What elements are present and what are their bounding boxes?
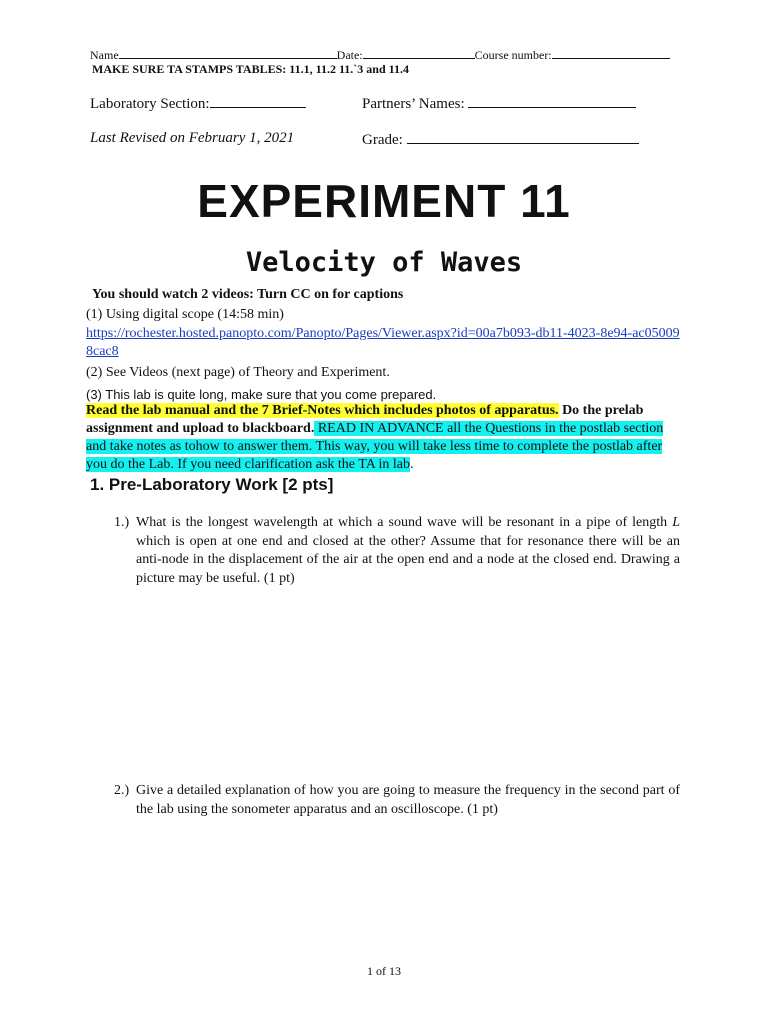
partners-blank: [468, 93, 636, 108]
question-text-part: which is open at one end and closed at the other? Assume that for resonance there will be an anti-node in the displacement of the air at the open end and a node at the closed end. Drawing a picture may be useful. (1 pt): [136, 533, 680, 586]
instructions-paragraph: [86, 402, 686, 474]
lab-section-blank: [210, 93, 306, 108]
experiment-subtitle: Velocity of Waves: [245, 247, 523, 278]
header-fields-row: [90, 46, 682, 62]
question-number: 1.): [114, 515, 130, 530]
instructions-read-advance: READ IN ADVANCE all the Questions in the postlab section and take notes as to: [86, 421, 664, 454]
name-blank: [119, 46, 337, 59]
revised-date: Last Revised on February 1, 2021: [90, 130, 295, 146]
grade-field: [362, 129, 639, 149]
question-variable: L: [672, 515, 680, 530]
instructions-prelab: Do the prelab assignment and upload to blackboard.: [86, 403, 644, 436]
video-item-1: (1) Using digital scope (14:58 min): [86, 307, 284, 322]
name-label: Name: [90, 48, 119, 62]
instructions-highlight-yellow: Read the lab manual and the 7 Brief-Notes which includes photos of apparatus.: [86, 403, 559, 418]
video-item-2: (2) See Videos (next page) of Theory and Experiment.: [86, 365, 390, 380]
date-blank: [363, 46, 475, 59]
question-2: [114, 782, 680, 819]
date-label: Date:: [336, 48, 363, 62]
question-1: [114, 514, 680, 588]
lab-section-label: Laboratory Section:: [90, 96, 210, 112]
question-text-part: What is the longest wavelength at which a sound wave will be resonant in a pipe of length: [136, 515, 673, 530]
experiment-title: EXPERIMENT 11: [197, 175, 571, 227]
page-number: 1 of 13: [367, 964, 401, 978]
course-number-label: Course number:: [474, 48, 552, 62]
videos-heading: You should watch 2 videos: Turn CC on for captions: [92, 287, 404, 302]
instructions-how-to-answer: how to answer them. This way, you will take less time to complete the postlab after you do the Lab. If you need clarification ask the TA in lab: [86, 439, 663, 472]
partners-field: [362, 93, 636, 113]
grade-blank: [407, 129, 639, 144]
section-heading: 1. Pre-Laboratory Work [2 pts]: [90, 475, 334, 494]
lab-section-field: [90, 93, 306, 113]
video-item-3: (3) This lab is quite long, make sure that you come prepared.: [86, 387, 437, 402]
question-text: [136, 514, 680, 588]
instructions-period: .: [410, 457, 414, 472]
partners-label: Partners’ Names:: [362, 96, 465, 112]
grade-label: Grade:: [362, 132, 403, 148]
video-link[interactable]: https://rochester.hosted.panopto.com/Panopto/Pages/Viewer.aspx?id=00a7b093-db11-4023-8e94-ac050098cac8: [86, 326, 680, 359]
question-text: Give a detailed explanation of how you are going to measure the frequency in the second part of the lab using the sonometer apparatus and an oscilloscope. (1 pt): [136, 783, 680, 817]
course-number-blank: [552, 46, 670, 59]
question-number: 2.): [114, 783, 130, 798]
stamp-notice: MAKE SURE TA STAMPS TABLES: 11.1, 11.2 11.`3 and 11.4: [92, 62, 409, 76]
